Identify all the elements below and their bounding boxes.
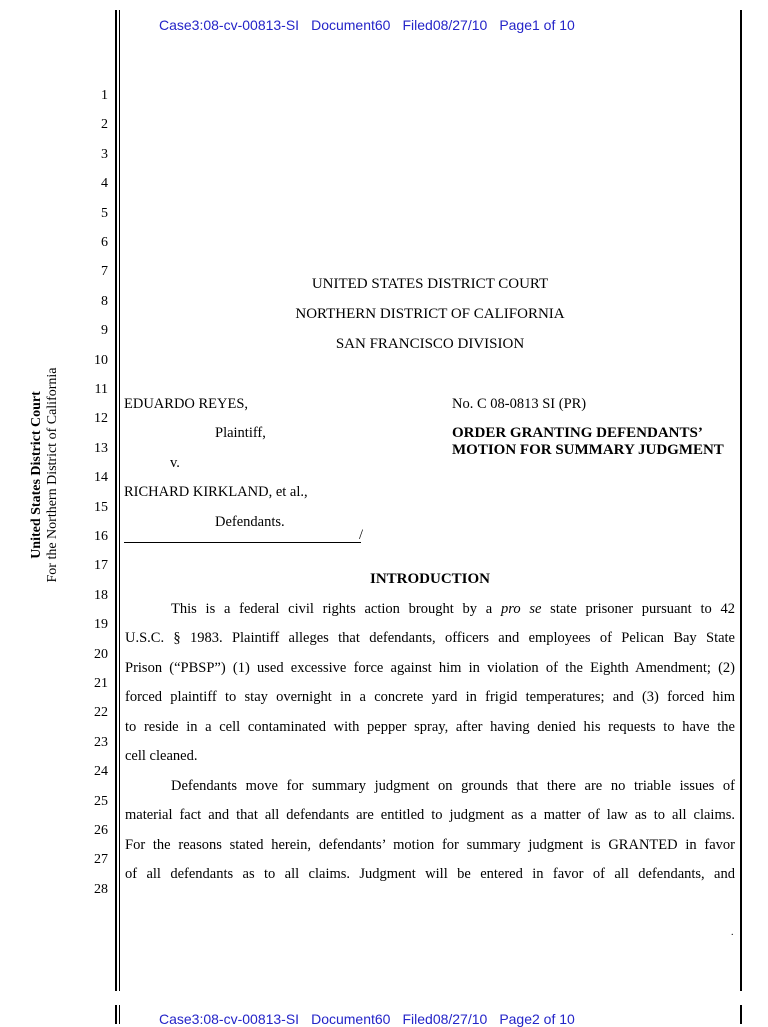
defendant-role: Defendants. [215,514,285,530]
line-number: 14 [94,470,108,486]
page-indicator: Page1 of 10 [499,17,575,33]
line-number: 20 [94,646,108,662]
ecf-header-page2 [159,1011,587,1027]
line-number: 3 [101,146,108,162]
left-margin-rule-page2 [115,1005,117,1024]
caption-slash: / [359,527,364,543]
court-district: NORTHERN DISTRICT OF CALIFORNIA [295,306,565,322]
line-number: 24 [94,764,108,780]
line-number: 15 [94,499,108,515]
body-line: For the reasons stated herein, defendants’ motion for summary judgment is GRANTED in favor [125,837,735,853]
body-line: Defendants move for summary judgment on grounds that there are no triable issues of [171,778,735,794]
footer-mark: . [731,927,734,938]
document-number: Document60 [311,1011,391,1027]
plaintiff-name: EDUARDO REYES, [124,396,249,412]
line-number: 21 [94,676,108,691]
case-number-caption: No. C 08-0813 SI (PR) [452,396,587,412]
line-number: 23 [94,734,108,750]
line-number: 4 [101,176,108,192]
versus: v. [170,455,180,471]
line-number: 19 [94,617,108,633]
italic-pro-se: pro se [500,601,542,617]
line-number: 26 [94,823,108,838]
caption-rule [124,542,361,543]
ecf-header [159,17,587,33]
body-line: to reside in a cell contaminated with pepper spray, after having denied his requests to have the [125,719,735,735]
line-number: 18 [94,587,108,603]
line-number: 1 [101,88,108,103]
document-number: Document60 [311,17,391,33]
line-number: 11 [94,382,108,397]
line-number: 28 [94,881,108,897]
line-number: 12 [94,411,108,427]
line-number: 9 [101,323,108,339]
line-number: 6 [101,235,108,250]
filed-date: Filed08/27/10 [402,1011,488,1027]
body-line: material fact and that all defendants are entitled to judgment as a matter of law as to all claims. [125,807,735,823]
defendant-name: RICHARD KIRKLAND, et al., [124,484,308,500]
line-number: 8 [101,293,108,309]
case-number: Case3:08-cv-00813-SI [159,1011,300,1027]
case-number: Case3:08-cv-00813-SI [159,17,300,33]
left-margin-rule-inner [119,10,120,991]
sidebar-district: For the Northern District of California [45,367,60,583]
body-line: cell cleaned. [125,748,198,764]
line-number: 16 [94,529,108,544]
filed-date: Filed08/27/10 [402,17,488,33]
line-number: 13 [94,440,108,456]
body-line: forced plaintiff to stay overnight in a concrete yard in frigid temperatures; and (3) forced him [125,689,735,705]
court-sidebar [29,367,60,583]
right-margin-rule-page2 [740,1005,742,1024]
page-indicator: Page2 of 10 [499,1011,575,1027]
sidebar-court-name: United States District Court [29,391,44,559]
plaintiff-role: Plaintiff, [215,425,266,441]
body-line: U.S.C. § 1983. Plaintiff alleges that defendants, officers and employees of Pelican Bay State [125,630,735,646]
left-margin-rule [115,10,117,991]
line-number: 17 [94,558,108,574]
body-line: of all defendants as to all claims. Judgment will be entered in favor of all defendants, and [125,866,735,882]
line-number: 10 [94,352,108,368]
body-line: This is a federal civil rights action brought by a pro se state prisoner pursuant to 42 [171,601,736,617]
line-number: 7 [101,264,108,280]
line-number: 5 [101,205,108,221]
left-margin-rule-inner-page2 [119,1005,120,1024]
court-name: UNITED STATES DISTRICT COURT [311,276,549,292]
line-number: 25 [94,793,108,809]
line-number: 22 [94,705,108,721]
line-number: 27 [94,852,108,868]
line-number: 2 [101,117,108,133]
body-line: Prison (“PBSP”) (1) used excessive force against him in violation of the Eighth Amendment; (2) [125,660,735,676]
section-heading-introduction: INTRODUCTION [369,571,490,587]
court-division: SAN FRANCISCO DIVISION [335,336,525,352]
order-title: ORDER GRANTING DEFENDANTS’ MOTION FOR SUMMARY JUDGMENT [452,425,724,458]
right-margin-rule [740,10,742,991]
